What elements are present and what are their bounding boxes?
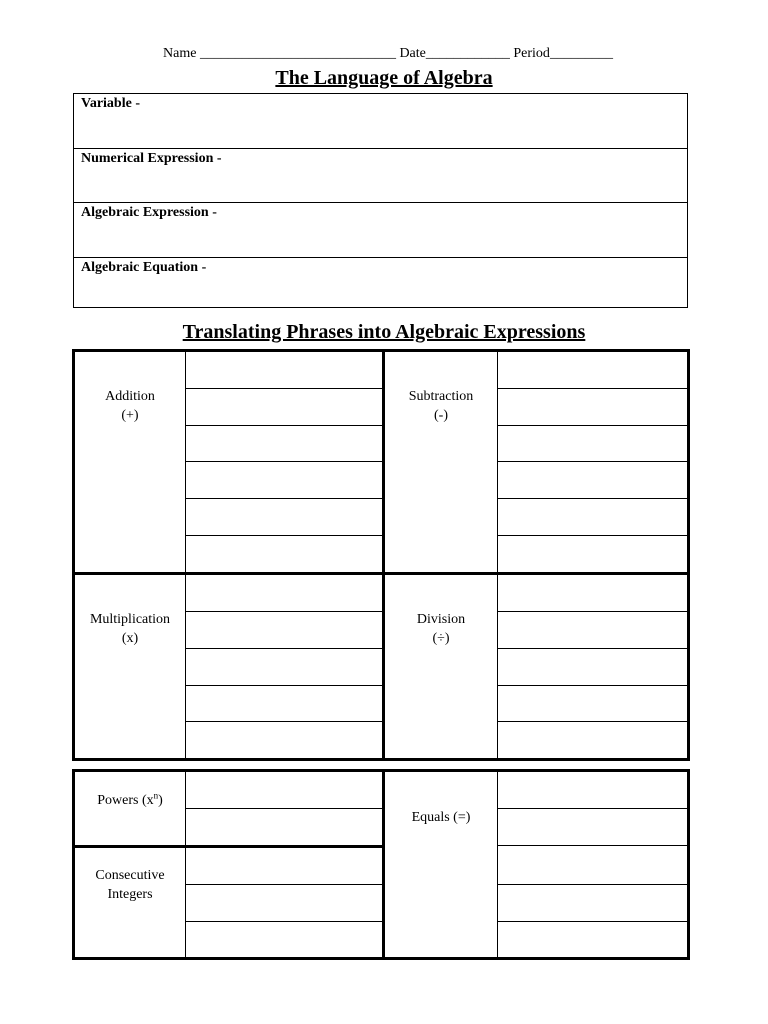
- section-title: Translating Phrases into Algebraic Expressions: [182, 321, 586, 343]
- equals-answer-area[interactable]: [498, 772, 687, 957]
- addition-label: [75, 387, 185, 425]
- operation-name: Powers (x: [97, 793, 154, 808]
- operation-symbol: (+): [121, 408, 139, 423]
- operation-name: Division: [416, 612, 466, 627]
- operation-name: Addition: [105, 389, 155, 404]
- vocab-row-variable[interactable]: [74, 94, 687, 148]
- exponent-n: n: [153, 790, 159, 801]
- multiplication-answer-area[interactable]: [186, 575, 382, 758]
- grid-divider-vertical: [382, 769, 385, 960]
- powers-label: [75, 791, 185, 810]
- paren-close: ): [158, 793, 163, 808]
- vocabulary-table: [73, 93, 688, 308]
- consecutive-answer-area[interactable]: [186, 848, 382, 957]
- date-field[interactable]: ____________: [425, 46, 510, 61]
- addition-answer-area[interactable]: [186, 352, 382, 572]
- operation-symbol: (x): [121, 631, 139, 646]
- vocab-row-algebraic-expression[interactable]: [74, 202, 687, 257]
- name-field[interactable]: ____________________________: [199, 46, 396, 61]
- vocab-term: Variable -: [81, 96, 140, 111]
- period-field[interactable]: _________: [549, 46, 613, 61]
- multiplication-label: [75, 610, 185, 648]
- subtraction-answer-area[interactable]: [498, 352, 687, 572]
- vocab-term: Numerical Expression -: [81, 151, 222, 166]
- vocab-row-numerical-expression[interactable]: [74, 148, 687, 202]
- operation-symbol: (÷): [432, 631, 450, 646]
- operation-symbol: (-): [434, 408, 448, 423]
- consecutive-integers-label: [75, 866, 185, 904]
- division-label: [385, 610, 497, 648]
- label-line: Integers: [107, 887, 153, 902]
- period-label: Period: [513, 46, 550, 61]
- operation-name: Equals (=): [411, 810, 471, 825]
- name-label: Name: [163, 46, 197, 61]
- page-title: The Language of Algebra: [275, 67, 493, 89]
- vocab-term: Algebraic Equation -: [81, 260, 207, 275]
- operation-name: Subtraction: [408, 389, 474, 404]
- date-label: Date: [399, 46, 426, 61]
- division-answer-area[interactable]: [498, 575, 687, 758]
- subtraction-label: [385, 387, 497, 425]
- student-info-line: [163, 46, 663, 62]
- label-line: Consecutive: [95, 868, 165, 883]
- equals-label: [385, 808, 497, 827]
- operation-name: Multiplication: [89, 612, 171, 627]
- vocab-row-algebraic-equation[interactable]: [74, 257, 687, 307]
- vocab-term: Algebraic Expression -: [81, 205, 217, 220]
- powers-answer-area[interactable]: [186, 772, 382, 845]
